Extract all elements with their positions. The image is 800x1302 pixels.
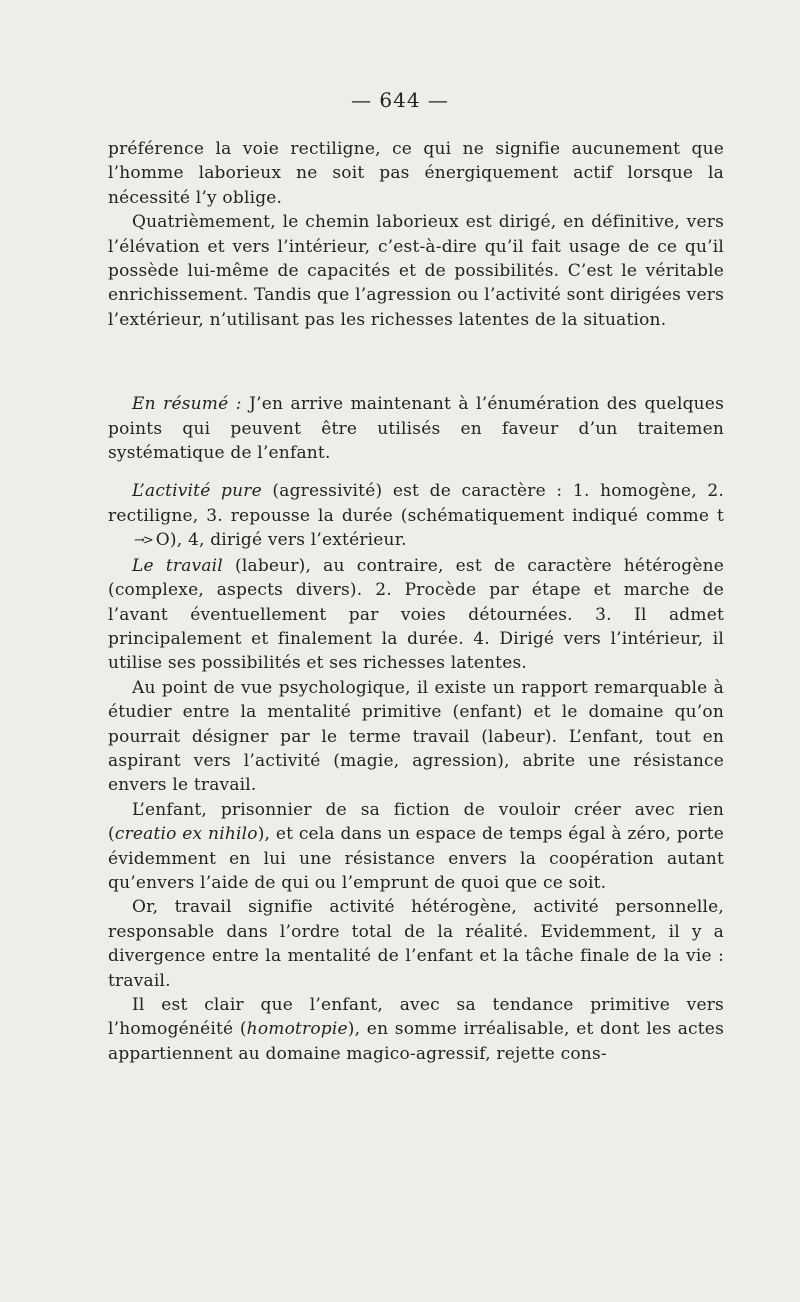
paragraph-gap [108,465,724,479]
homotropy-text: Il est clair que l’enfant, avec sa tendance primitive vers l’homogénéité ( [108,995,724,1040]
body-text [108,137,724,1066]
creatio-ex-nihilo: creatio ex nihilo [114,824,258,845]
paragraph-psychology: Au point de vue psychologique, il existe un rapport remarquable à étudier entre la mentalité primitive (enfant) et le domaine qu’on pourrait désigner par le terme travail (labeur). L’enfant, tout en aspirant vers l’activité (magie, agression), abrite une résistance envers le travail. [108,677,724,796]
homotropie: homotropie [246,1019,348,1040]
paragraph-homotropy [108,993,724,1066]
paragraph-summary [108,392,724,465]
summary-lead: En résumé : [132,394,242,415]
work-text: (labeur), au contraire, est de caractère hétérogène (complexe, aspects divers). 2. Procède par étape et marche de l’avant éventuellement par voies détournées. 3. Il admet principalement et finalement la durée. 4. Dirigé vers l’intérieur, il utilise ses possibilités et ses richesses latentes. [108,555,725,674]
paragraph-work [108,554,724,676]
activity-text-end: O), 4, dirigé vers l’extérieur. [155,530,407,551]
paragraph-child-fiction [108,798,724,896]
page-number: — 644 — [351,88,449,112]
summary-text: J’en arrive maintenant à l’énumération des quelques points qui peuvent être utilisés en faveur d’un traitemen systématique de l’enfant. [108,394,724,464]
homotropy-text-end: ), en somme irréalisable, et dont les actes appartiennent au domaine magico-agressif, rejette cons- [108,1019,724,1064]
work-lead: Le travail [132,555,223,576]
paragraph-work-definition: Or, travail signifie activité hétérogène, activité personnelle, responsable dans l’ordre total de la réalité. Evidemment, il y a divergence entre la mentalité de l’enfant et la tâche finale de la vie : travail. [108,897,724,991]
child-fiction-text: L’enfant, prisonnier de sa fiction de vouloir créer avec rien ( [108,799,724,845]
activity-lead: L’activité pure [132,481,262,502]
arrow-symbol: →> [134,533,152,549]
activity-text: (agressivité) est de caractère : 1. homogène, 2. rectiligne, 3. repousse la durée (schématiquement indiqué comme t [108,481,724,526]
paragraph-activity [108,479,724,553]
child-fiction-text-end: ), et cela dans un espace de temps égal à zéro, porte évidemment en lui une résistance envers la coopération autant qu’envers l’aide de qui ou l’emprunt de quoi que ce soit. [108,824,724,893]
paragraph-1: préférence la voie rectiligne, ce qui ne signifie aucunement que l’homme laborieux ne soit pas énergiquement actif lorsque la nécessité l’y oblige. [108,139,724,208]
paragraph-2: Quatrièmement, le chemin laborieux est dirigé, en définitive, vers l’élévation et vers l’intérieur, c’est-à-dire qu’il fait usage de ce qu’il possède lui-même de capacités et de possibilités. C’est le véritable enrichissement. Tandis que l’agression ou l’activité sont dirigées vers l’extérieur, n’utilisant pas les richesses latentes de la situation. [108,212,724,330]
section-gap [108,332,724,392]
